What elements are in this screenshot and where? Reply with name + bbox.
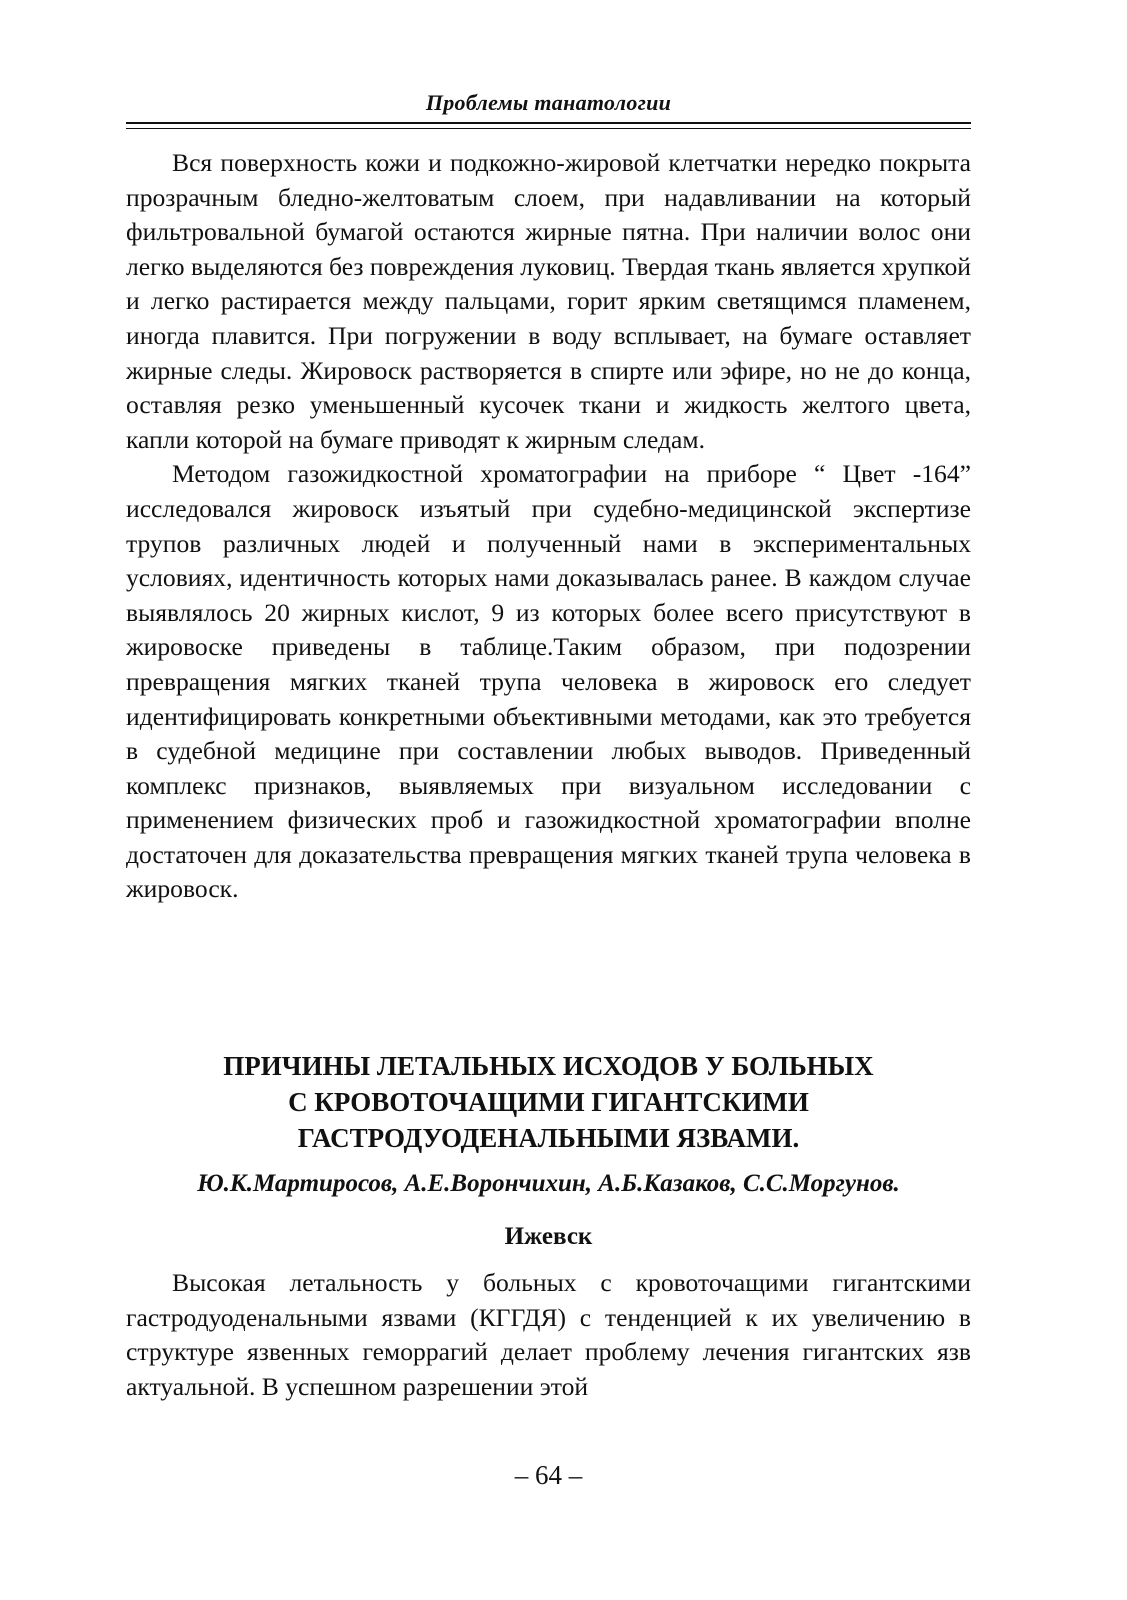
article-authors: Ю.К.Мартиросов, А.Е.Ворончихин, А.Б.Казаков, С.С.Моргунов. xyxy=(197,1170,900,1197)
running-title: Проблемы танатологии xyxy=(425,90,672,115)
paragraph-adipocere-description: Вся поверхность кожи и подкожно-жировой клетчатки нередко покрыта прозрачным бледно-желтоватым слоем, при надавливании на который фильтровальной бумагой остаются жирные пятна. При наличии волос они легко выделяются без повреждения луковиц. Твердая ткань является хрупкой и легко растирается между пальцами, горит ярким светящимся пламенем, иногда плавится. При погружении в воду всплывает, на бумаге оставляет жирные следы. Жировоск растворяется в спирте или эфире, но не до конца, оставляя резко уменьшенный кусочек ткани и жидкость желтого цвета, капли которой на бумаге приводят к жирным следам. xyxy=(126,148,971,454)
article-title-line: ГАСТРОДУОДЕНАЛЬНЫМИ ЯЗВАМИ. xyxy=(297,1123,800,1153)
body-text xyxy=(126,146,971,907)
article-title xyxy=(126,1048,971,1156)
paragraph-chromatography: Методом газожидкостной хроматографии на приборе “ Цвет -164” исследовался жировоск изъятый при судебно-медицинской экспертизе трупов различных людей и полученный нами в экспериментальных условиях, идентичность которых нами доказывалась ранее. В каждом случае выявлялось 20 жирных кислот, 9 из которых более всего присутствуют в жировоске приведены в таблице.Таким образом, при подозрении превращения мягких тканей трупа человека в жировоск его следует идентифицировать конкретными объективными методами, как это требуется в судебной медицине при составлении любых выводов. Приведенный комплекс признаков, выявляемых при визуальном исследовании с применением физических проб и газожидкостной хроматографии вполне достаточен для доказательства превращения мягких тканей трупа человека в жировоск. xyxy=(126,459,971,904)
article-title-line: С КРОВОТОЧАЩИМИ ГИГАНТСКИМИ xyxy=(288,1087,809,1117)
article-paragraph: Высокая летальность у больных с кровоточащими гигантскими гастродуоденальными язвами (КГГДЯ) с тенденцией к их увеличению в структуре язвенных геморрагий делает проблему лечения гигантских язв актуальной. В успешном разрешении этой xyxy=(126,1268,971,1401)
header-rule-thin xyxy=(126,128,971,129)
article-city: Ижевск xyxy=(504,1223,593,1250)
header-rule-thick xyxy=(126,122,971,124)
article-body xyxy=(126,1266,971,1404)
page-number: – 64 – xyxy=(514,1460,583,1490)
article-title-line: ПРИЧИНЫ ЛЕТАЛЬНЫХ ИСХОДОВ У БОЛЬНЫХ xyxy=(223,1051,874,1081)
